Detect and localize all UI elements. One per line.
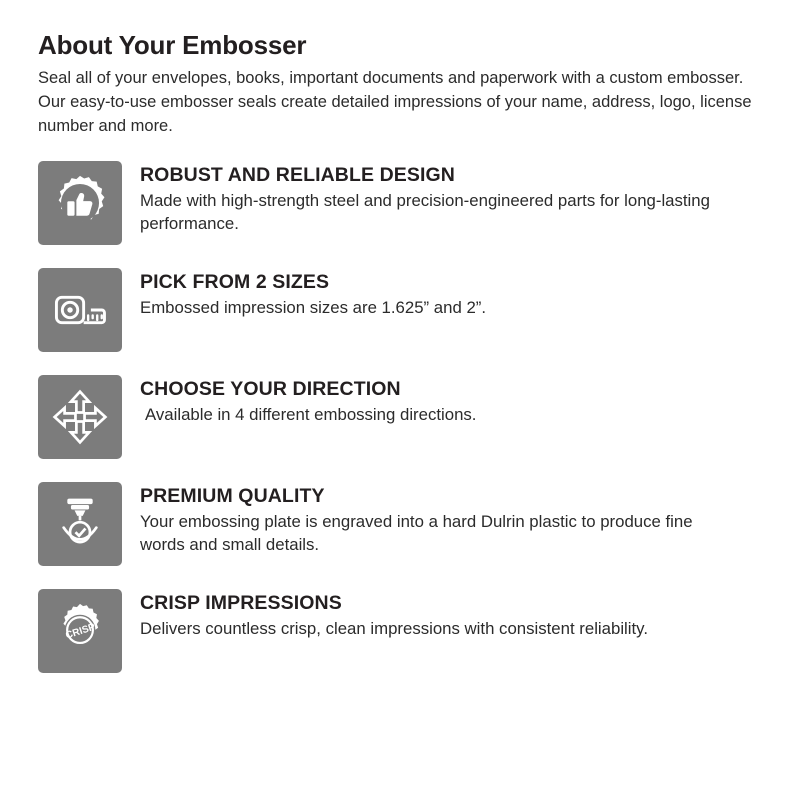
crisp-seal-label: CRISP — [64, 621, 97, 642]
feature-text — [140, 589, 648, 641]
feature-title: PICK FROM 2 SIZES — [140, 270, 330, 293]
list-item — [38, 482, 760, 566]
list-item — [38, 268, 760, 352]
tape-measure-icon — [51, 281, 109, 339]
icon-tile — [38, 375, 122, 459]
feature-title: ROBUST AND RELIABLE DESIGN — [140, 163, 455, 186]
intro-paragraph: Seal all of your envelopes, books, important documents and paperwork with a custom embosser. Our easy-to-use embosser seals create detailed impressions of your name, address, logo, license number and more. — [38, 69, 752, 135]
icon-tile — [38, 589, 122, 673]
feature-title: PREMIUM QUALITY — [140, 484, 325, 507]
list-item — [38, 161, 760, 245]
four-way-arrows-icon — [51, 388, 109, 446]
engraving-machine-icon — [51, 495, 109, 553]
feature-description: Embossed impression sizes are 1.625” and 2”. — [140, 297, 487, 317]
feature-description: Your embossing plate is engraved into a hard Dulrin plastic to produce fine words and small details. — [140, 511, 693, 555]
page-title: About Your Embosser — [38, 30, 307, 60]
feature-text — [140, 161, 740, 236]
feature-text — [140, 268, 486, 320]
feature-title: CHOOSE YOUR DIRECTION — [140, 377, 401, 400]
feature-text — [140, 482, 740, 557]
crisp-seal-icon — [51, 602, 109, 660]
list-item — [38, 589, 760, 673]
feature-description: Delivers countless crisp, clean impressions with consistent reliability. — [140, 618, 648, 638]
feature-text — [140, 375, 476, 427]
feature-description: Made with high-strength steel and precision-engineered parts for long-lasting performance. — [140, 190, 710, 234]
feature-list — [38, 161, 760, 673]
gear-thumbs-up-icon — [51, 174, 109, 232]
list-item — [38, 375, 760, 459]
icon-tile — [38, 482, 122, 566]
feature-description: Available in 4 different embossing directions. — [145, 404, 477, 424]
icon-tile — [38, 161, 122, 245]
icon-tile — [38, 268, 122, 352]
feature-title: CRISP IMPRESSIONS — [140, 591, 342, 614]
